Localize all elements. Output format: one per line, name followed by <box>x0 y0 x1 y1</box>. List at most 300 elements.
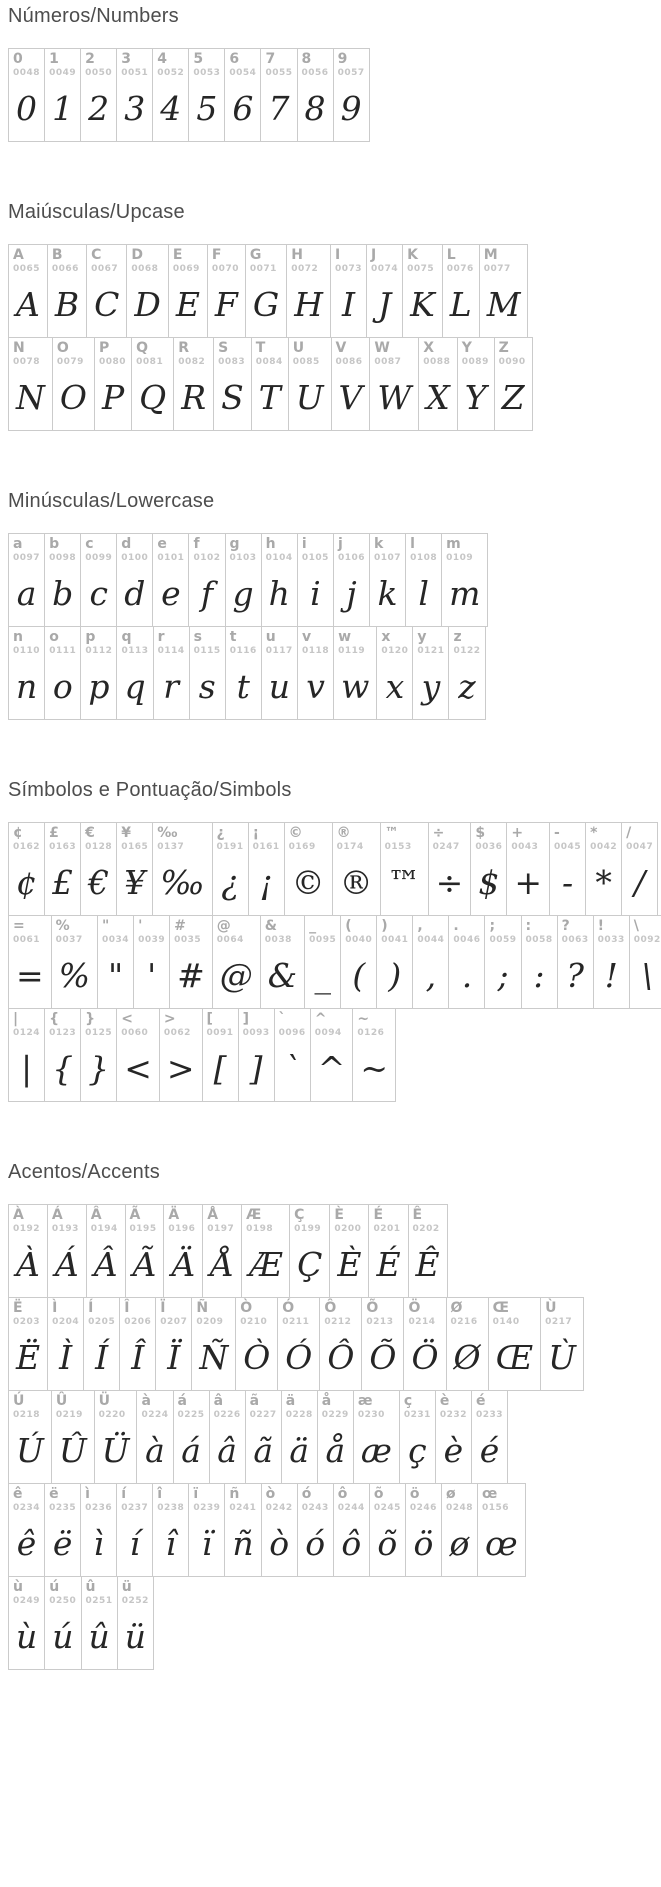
glyph-code-label: 0162 <box>13 842 41 852</box>
glyph-code-label: 0087 <box>374 357 402 367</box>
glyph-preview: ù <box>16 1616 38 1656</box>
glyph-cell <box>586 822 622 916</box>
glyph-cell-header <box>262 627 297 658</box>
glyph-code-label: 0119 <box>338 646 366 656</box>
glyph-code-label: 0062 <box>163 1028 191 1038</box>
glyph-cell-header <box>443 245 479 276</box>
glyph-cell <box>262 626 298 720</box>
glyph-cell-header <box>246 1391 281 1422</box>
glyph-char-label: ù <box>13 1579 23 1595</box>
glyph-char-label: % <box>55 918 70 934</box>
glyph-preview: # <box>177 955 205 995</box>
glyph-code-label: 0125 <box>85 1028 113 1038</box>
glyph-cell-header <box>189 534 224 565</box>
glyph-char-label: , <box>417 918 423 934</box>
glyph-cell <box>52 915 98 1009</box>
glyph-code-label: 0104 <box>265 553 293 563</box>
glyph-cell <box>120 1297 156 1391</box>
glyph-cell <box>213 915 261 1009</box>
glyph-cell <box>305 915 341 1009</box>
glyph-cell-header <box>117 1009 159 1040</box>
glyph-preview: 6 <box>232 88 254 128</box>
glyph-cell-header <box>164 1205 202 1236</box>
glyph-char-label: _ <box>309 918 317 934</box>
glyph-cell <box>52 1390 95 1484</box>
glyph-preview: o <box>52 666 73 706</box>
glyph-code-label: 0114 <box>157 646 185 656</box>
glyph-preview: î <box>165 1523 177 1563</box>
glyph-preview: É <box>376 1244 401 1284</box>
glyph-code-label: 0071 <box>249 264 277 274</box>
glyph-preview: _ <box>314 955 331 995</box>
glyph-cell-header <box>9 1298 47 1329</box>
glyph-cell <box>174 337 214 431</box>
glyph-cell-header <box>117 1484 152 1515</box>
glyph-char-label: D <box>131 247 143 263</box>
glyph-cell-header <box>9 534 44 565</box>
glyph-char-label: z <box>453 629 462 645</box>
glyph-cell <box>208 244 246 338</box>
glyph-char-label: < <box>121 1011 133 1027</box>
glyph-char-label: " <box>102 918 110 934</box>
glyph-cell <box>8 915 52 1009</box>
glyph-preview: F <box>214 284 238 324</box>
section-lowercase <box>8 489 661 720</box>
glyph-cell-header <box>189 49 224 80</box>
glyph-cell-header <box>334 49 369 80</box>
glyph-preview: 5 <box>196 88 218 128</box>
glyph-preview: C <box>94 284 120 324</box>
glyph-preview: à <box>145 1430 165 1470</box>
glyph-cell-header <box>330 1205 368 1236</box>
glyph-cell-header <box>370 1484 405 1515</box>
glyph-cell-header <box>331 245 366 276</box>
glyph-cell-header <box>558 916 593 947</box>
glyph-char-label: õ <box>373 1486 384 1502</box>
glyph-cell <box>127 244 168 338</box>
glyph-code-label: 0203 <box>13 1317 41 1327</box>
glyph-cell-header <box>298 1484 333 1515</box>
glyph-code-label: 0084 <box>255 357 283 367</box>
glyph-code-label: 0219 <box>55 1410 83 1420</box>
glyph-char-label: Ò <box>240 1300 253 1316</box>
glyph-cell-header <box>213 916 260 947</box>
glyph-code-label: 0169 <box>288 842 316 852</box>
glyph-cell-header <box>298 627 333 658</box>
glyph-preview: T <box>258 377 281 417</box>
glyph-code-label: 0056 <box>301 68 329 78</box>
glyph-cell-header <box>48 245 86 276</box>
glyph-code-label: 0237 <box>121 1503 149 1513</box>
glyph-code-label: 0075 <box>407 264 435 274</box>
glyph-cell-header <box>226 534 261 565</box>
glyph-char-label: ä <box>285 1393 296 1409</box>
glyph-preview: ô <box>341 1523 362 1563</box>
glyph-cell-header <box>489 1298 541 1329</box>
glyph-preview: æ <box>360 1430 392 1470</box>
glyph-char-label: À <box>13 1207 24 1223</box>
glyph-cell-header <box>480 245 528 276</box>
glyph-preview: h <box>268 573 290 613</box>
glyph-row <box>8 1008 396 1102</box>
glyph-preview: ? <box>566 955 584 995</box>
glyph-char-label: @ <box>216 918 231 934</box>
glyph-cell-header <box>409 1205 447 1236</box>
glyph-code-label: 0233 <box>475 1410 504 1420</box>
glyph-char-label: x <box>381 629 391 645</box>
glyph-cell-header <box>203 1009 238 1040</box>
glyph-cell <box>81 48 117 142</box>
glyph-code-label: 0123 <box>49 1028 77 1038</box>
glyph-preview: 4 <box>160 88 182 128</box>
glyph-preview: ï <box>201 1523 213 1563</box>
section-numbers <box>8 4 661 142</box>
glyph-cell-header <box>154 627 189 658</box>
glyph-preview: ç <box>408 1430 427 1470</box>
glyph-code-label: 0248 <box>445 1503 474 1513</box>
glyph-code-label: 0083 <box>218 357 246 367</box>
glyph-code-label: 0098 <box>49 553 77 563</box>
glyph-code-label: 0213 <box>366 1317 394 1327</box>
glyph-char-label: O <box>56 340 69 356</box>
glyph-cell-header <box>541 1298 583 1329</box>
glyph-cell <box>137 1390 173 1484</box>
glyph-code-label: 0243 <box>301 1503 329 1513</box>
glyph-char-label: Ç <box>294 1207 305 1223</box>
glyph-code-label: 0249 <box>13 1596 41 1606</box>
glyph-cell <box>8 1008 45 1102</box>
glyph-code-label: 0194 <box>90 1224 118 1234</box>
glyph-code-label: 0089 <box>461 357 489 367</box>
glyph-cell-header <box>318 1391 353 1422</box>
glyph-cell-header <box>471 823 506 854</box>
glyph-code-label: 0074 <box>371 264 399 274</box>
glyph-preview: * <box>595 862 612 902</box>
glyph-preview: W <box>377 377 412 417</box>
glyph-char-label: Ú <box>13 1393 25 1409</box>
glyph-code-label: 0038 <box>264 935 292 945</box>
glyph-cell <box>471 822 507 916</box>
glyph-char-label: f <box>193 536 200 552</box>
glyph-cell <box>353 1008 396 1102</box>
glyph-cell <box>170 915 213 1009</box>
glyph-char-label: ë <box>49 1486 59 1502</box>
glyph-cell <box>331 244 367 338</box>
glyph-cell <box>45 533 81 627</box>
glyph-cell-header <box>334 1484 369 1515</box>
glyph-code-label: 0050 <box>85 68 113 78</box>
glyph-cell <box>275 1008 311 1102</box>
glyph-preview: | <box>20 1048 33 1088</box>
glyph-cell-header <box>81 1009 116 1040</box>
glyph-code-label: 0246 <box>409 1503 437 1513</box>
glyph-preview: t <box>236 666 250 706</box>
glyph-cell <box>87 244 127 338</box>
glyph-preview: Ì <box>59 1337 73 1377</box>
charmap-sections <box>8 4 661 1670</box>
glyph-preview: { <box>52 1048 74 1088</box>
glyph-code-label: 0229 <box>321 1410 349 1420</box>
glyph-char-label: ¿ <box>216 825 225 841</box>
glyph-cell-header <box>406 534 441 565</box>
glyph-char-label: t <box>229 629 237 645</box>
glyph-char-label: Ó <box>282 1300 295 1316</box>
glyph-preview: P <box>101 377 125 417</box>
glyph-row <box>8 915 661 1009</box>
glyph-char-label: + <box>511 825 524 841</box>
glyph-cell-header <box>239 1009 274 1040</box>
glyph-preview: é <box>479 1430 500 1470</box>
glyph-cell-header <box>334 534 369 565</box>
section-upcase <box>8 200 661 431</box>
glyph-cell <box>84 1297 120 1391</box>
glyph-cell <box>472 1390 508 1484</box>
glyph-cell <box>117 822 153 916</box>
glyph-cell <box>261 915 305 1009</box>
glyph-cell-header <box>458 338 494 369</box>
glyph-char-label: X <box>423 340 435 356</box>
glyph-char-label: * <box>590 825 598 841</box>
glyph-preview: ò <box>269 1523 290 1563</box>
glyph-preview: > <box>166 1048 195 1088</box>
glyph-char-label: Z <box>498 340 509 356</box>
glyph-cell <box>153 822 212 916</box>
glyph-code-label: 0196 <box>168 1224 196 1234</box>
glyph-char-label: a <box>13 536 23 552</box>
glyph-cell-header <box>436 1391 471 1422</box>
glyph-code-label: 0124 <box>13 1028 41 1038</box>
glyph-preview: N <box>16 377 45 417</box>
glyph-code-label: 0061 <box>13 935 41 945</box>
glyph-code-label: 0111 <box>49 646 77 656</box>
glyph-code-label: 0099 <box>85 553 113 563</box>
glyph-cell <box>117 626 153 720</box>
glyph-char-label: à <box>141 1393 151 1409</box>
glyph-preview: B <box>54 284 80 324</box>
glyph-preview: Ç <box>297 1244 323 1284</box>
glyph-code-label: 0107 <box>374 553 402 563</box>
glyph-cell-header <box>252 338 288 369</box>
glyph-char-label: . <box>453 918 459 934</box>
glyph-cell-header <box>45 823 80 854</box>
glyph-cell <box>334 533 370 627</box>
glyph-code-label: 0115 <box>193 646 221 656</box>
glyph-cell <box>8 337 53 431</box>
glyph-cell <box>246 244 287 338</box>
glyph-preview: Œ <box>495 1337 534 1377</box>
glyph-cell <box>298 533 334 627</box>
glyph-cell <box>287 244 331 338</box>
section-title-lowercase: Minúsculas/Lowercase <box>8 490 215 512</box>
glyph-preview: Ã <box>132 1244 157 1284</box>
glyph-cell-header <box>190 627 225 658</box>
glyph-char-label: 7 <box>265 51 276 67</box>
glyph-preview: % <box>58 955 91 995</box>
glyph-char-label: É <box>373 1207 384 1223</box>
glyph-code-label: 0156 <box>482 1503 510 1513</box>
glyph-cell <box>252 337 289 431</box>
glyph-code-label: 0091 <box>206 1028 234 1038</box>
glyph-code-label: 0088 <box>423 357 451 367</box>
glyph-preview: ! <box>604 955 618 995</box>
glyph-code-label: 0126 <box>357 1028 385 1038</box>
glyph-preview: : <box>533 955 545 995</box>
glyph-cell <box>406 1483 442 1577</box>
glyph-preview: ^ <box>317 1048 346 1088</box>
glyph-cell-header <box>120 1298 155 1329</box>
glyph-char-label: Ê <box>412 1207 423 1223</box>
glyph-char-label: o <box>49 629 59 645</box>
glyph-code-label: 0034 <box>102 935 130 945</box>
glyph-cell-header <box>81 627 116 658</box>
glyph-cell <box>8 1204 48 1298</box>
glyph-cell <box>8 48 45 142</box>
section-title-symbols: Símbolos e Pontuação/Simbols <box>8 779 292 801</box>
glyph-char-label: S <box>218 340 229 356</box>
glyph-cell-header <box>367 245 402 276</box>
glyph-cell-header <box>226 627 261 658</box>
glyph-char-label: Ô <box>324 1300 337 1316</box>
glyph-cell <box>507 822 550 916</box>
glyph-cell <box>413 626 449 720</box>
glyph-char-label: ø <box>445 1486 456 1502</box>
glyph-cell-header <box>404 1298 445 1329</box>
glyph-code-label: 0072 <box>291 264 319 274</box>
glyph-cell <box>341 915 377 1009</box>
glyph-cell <box>81 1483 117 1577</box>
glyph-cell-header <box>170 916 212 947</box>
glyph-preview: ~ <box>360 1048 388 1088</box>
glyph-preview: Í <box>95 1337 109 1377</box>
glyph-preview: a <box>16 573 37 613</box>
glyph-code-label: 0153 <box>384 842 412 852</box>
glyph-code-label: 0238 <box>157 1503 185 1513</box>
glyph-code-label: 0224 <box>141 1410 169 1420</box>
glyph-preview: ñ <box>232 1523 254 1563</box>
glyph-char-label: â <box>213 1393 224 1409</box>
glyph-char-label: © <box>288 825 303 841</box>
glyph-code-label: 0207 <box>160 1317 188 1327</box>
glyph-cell <box>262 533 298 627</box>
glyph-char-label: v <box>302 629 312 645</box>
glyph-cell-header <box>95 1391 137 1422</box>
glyph-code-label: 0244 <box>337 1503 365 1513</box>
glyph-cell-header <box>261 916 304 947</box>
glyph-preview: ® <box>339 862 373 902</box>
glyph-cell <box>48 1297 84 1391</box>
glyph-cell <box>489 1297 542 1391</box>
glyph-preview: Õ <box>369 1337 397 1377</box>
glyph-preview: Ó <box>285 1337 313 1377</box>
glyph-char-label: = <box>13 918 25 934</box>
glyph-cell <box>8 1483 45 1577</box>
glyph-char-label: J <box>371 247 377 263</box>
glyph-char-label: Y <box>461 340 472 356</box>
glyph-code-label: 0090 <box>498 357 526 367</box>
glyph-code-label: 0242 <box>265 1503 293 1513</box>
glyph-preview: l <box>418 573 429 613</box>
glyph-preview: ó <box>305 1523 326 1563</box>
glyph-preview: ‰ <box>160 862 205 902</box>
glyph-code-label: 0227 <box>249 1410 277 1420</box>
glyph-cell <box>311 1008 354 1102</box>
glyph-char-label: ã <box>249 1393 260 1409</box>
glyph-cell-header <box>290 1205 329 1236</box>
glyph-cell-header <box>495 338 532 369</box>
glyph-code-label: 0163 <box>49 842 77 852</box>
glyph-cell-header <box>298 534 333 565</box>
glyph-char-label: Æ <box>246 1207 262 1223</box>
glyph-cell <box>45 48 81 142</box>
glyph-cell <box>203 1204 242 1298</box>
glyph-preview: Ú <box>16 1430 44 1470</box>
glyph-code-label: 0245 <box>373 1503 401 1513</box>
glyph-char-label: Ì <box>52 1300 58 1316</box>
glyph-cell <box>203 1008 239 1102</box>
glyph-char-label: 2 <box>85 51 95 67</box>
glyph-preview: Ê <box>415 1244 440 1284</box>
glyph-code-label: 0085 <box>292 357 320 367</box>
glyph-char-label: P <box>98 340 110 356</box>
glyph-cell-header <box>81 534 116 565</box>
glyph-cell-header <box>45 1577 80 1608</box>
glyph-cell-header <box>87 1205 125 1236</box>
glyph-preview: U <box>295 377 324 417</box>
glyph-preview: $ <box>478 862 500 902</box>
glyph-preview: © <box>291 862 325 902</box>
glyph-code-label: 0211 <box>282 1317 310 1327</box>
glyph-cell <box>370 1483 406 1577</box>
glyph-preview: ; <box>497 955 509 995</box>
glyph-preview: å <box>325 1430 346 1470</box>
glyph-row <box>8 48 370 142</box>
glyph-code-label: 0217 <box>545 1317 573 1327</box>
glyph-cell <box>262 1483 298 1577</box>
glyph-cell <box>449 915 485 1009</box>
glyph-preview: ã <box>253 1430 273 1470</box>
glyph-code-label: 0095 <box>309 935 337 945</box>
glyph-preview: Î <box>131 1337 145 1377</box>
glyph-cell <box>278 1297 320 1391</box>
glyph-code-label: 0060 <box>121 1028 149 1038</box>
glyph-cell <box>413 915 449 1009</box>
glyph-cell-header <box>282 1391 317 1422</box>
glyph-code-label: 0096 <box>278 1028 306 1038</box>
glyph-char-label: / <box>626 825 632 841</box>
glyph-cell <box>246 1390 282 1484</box>
glyph-preview: } <box>88 1048 110 1088</box>
section-title-numbers: Números/Numbers <box>8 5 179 27</box>
glyph-cell <box>285 822 333 916</box>
glyph-preview: Ï <box>167 1337 181 1377</box>
glyph-char-label: E <box>172 247 183 263</box>
glyph-cell-header <box>377 627 412 658</box>
glyph-cell-header <box>449 627 484 658</box>
glyph-row <box>8 1390 508 1484</box>
glyph-char-label: Ö <box>408 1300 421 1316</box>
glyph-preview: K <box>410 284 435 324</box>
glyph-cell-header <box>9 627 44 658</box>
glyph-preview: j <box>346 573 357 613</box>
glyph-cell-header <box>95 338 131 369</box>
glyph-cell <box>153 533 189 627</box>
glyph-code-label: 0033 <box>597 935 625 945</box>
glyph-cell <box>239 1008 275 1102</box>
glyph-preview: ú <box>52 1616 74 1656</box>
glyph-cell <box>449 626 485 720</box>
glyph-cell-header <box>442 1484 477 1515</box>
glyph-preview: q <box>124 666 146 706</box>
